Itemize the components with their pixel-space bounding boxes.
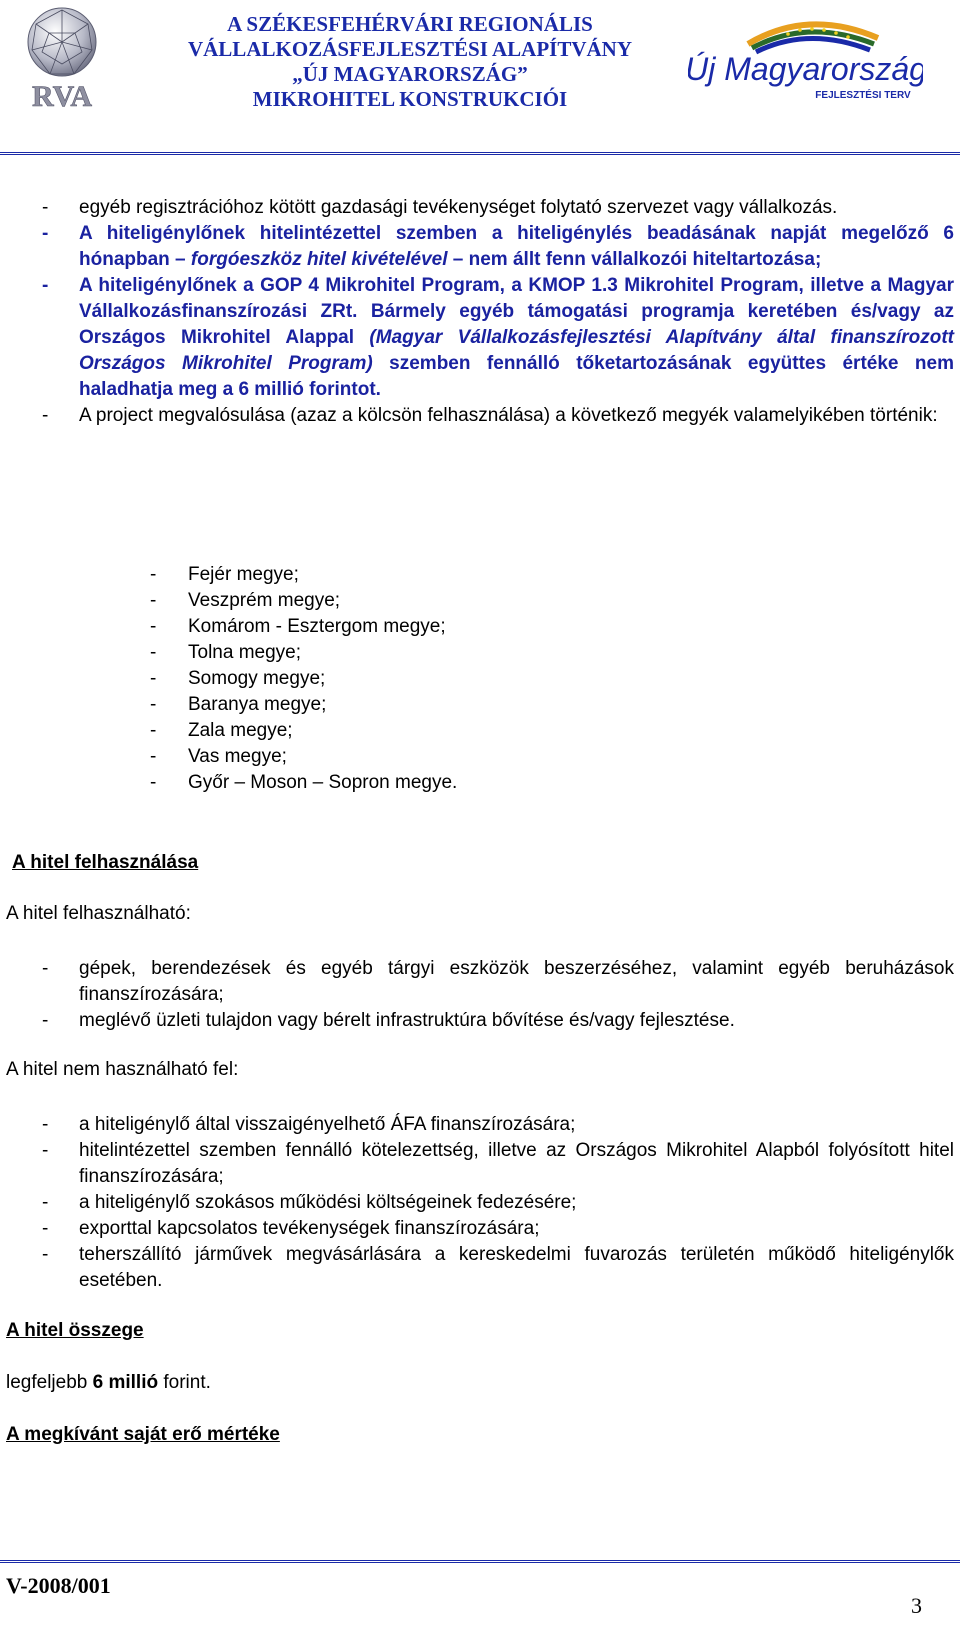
list-item-text: teherszállító járművek megvásárlására a kereskedelmi fuvarozás területén működő hiteligénylők esetében.: [79, 1244, 954, 1291]
page-number: 3: [911, 1593, 922, 1618]
county-item: - Zala megye;: [150, 720, 293, 741]
section-heading-usage: A hitel felhasználása: [12, 852, 199, 873]
rva-logo: [22, 6, 102, 111]
list-item-text: (Magyar Vállalkozásfejlesztési Alapítvány által finanszírozott Országos Mikrohitel Program): [79, 327, 955, 374]
footer-divider: [0, 1560, 960, 1563]
rva-logo-text: RVA: [31, 80, 93, 111]
list-item: - teherszállító járművek megvásárlására a kereskedelmi fuvarozás területén működő hiteligénylők esetében.: [6, 1242, 954, 1294]
county-item: - Somogy megye;: [150, 668, 326, 689]
county-item: - Győr – Moson – Sopron megye.: [150, 772, 458, 793]
header-title-line: „ÚJ MAGYARORSZÁG”: [292, 62, 528, 86]
list-item-text: a hiteligénylő által visszaigényelhető ÁFA finanszírozására;: [79, 1114, 576, 1135]
list-item-text: A hiteligénylőnek hitelintézettel szemben a hiteligénylés beadásának napját megelőző 6 hónapban –: [79, 223, 954, 270]
header-title-line: A SZÉKESFEHÉRVÁRI REGIONÁLIS: [227, 12, 593, 36]
list-item-text: meglévő üzleti tulajdon vagy bérelt infrastruktúra bővítése és/vagy fejlesztése.: [79, 1010, 735, 1031]
section-heading-own-contribution: A megkívánt saját erő mértéke: [6, 1424, 280, 1445]
list-item-text: egyéb regisztrációhoz kötött gazdasági tevékenységet folytató szervezet vagy vállalkozás.: [79, 197, 838, 218]
list-item-text: exporttal kapcsolatos tevékenységek finanszírozására;: [79, 1218, 540, 1239]
list-item-text: hitelintézettel szemben fennálló kötelezettség, illetve az Országos Mikrohitel Alapból folyósított hitel finanszírozására;: [79, 1140, 954, 1187]
list-item: - a hiteligénylő szokásos működési költségeinek fedezésére;: [6, 1190, 954, 1216]
eligibility-list: [6, 195, 954, 429]
header-title-line: VÁLLALKOZÁSFEJLESZTÉSI ALAPÍTVÁNY: [187, 37, 633, 61]
list-item: - gépek, berendezések és egyéb tárgyi eszközök beszerzéséhez, valamint egyéb beruházások finanszírozására;: [6, 956, 954, 1008]
uj-magyarorszag-logo-text: Új Magyarország: [688, 51, 923, 87]
header-title-line: MIKROHITEL KONSTRUKCIÓI: [252, 87, 568, 111]
county-item: - Veszprém megye;: [150, 590, 341, 611]
header-divider: [0, 152, 960, 155]
list-item-text: szemben fennálló tőketartozásának együttes értéke nem haladhatja meg a 6 millió forintot.: [79, 353, 955, 400]
list-item: - exporttal kapcsolatos tevékenységek finanszírozására;: [6, 1216, 954, 1242]
uj-magyarorszag-logo: [688, 14, 923, 104]
list-item-text: A hiteligénylőnek a GOP 4 Mikrohitel Program, a KMOP 1.3 Mikrohitel Program, illetve a Magyar Vállalkozásfinanszírozási ZRt. Bármely egyéb támogatási programja keretében és/vagy az Országos Mikrohitel Alappal: [79, 275, 954, 348]
list-item: - meglévő üzleti tulajdon vagy bérelt infrastruktúra bővítése és/vagy fejlesztése.: [6, 1008, 954, 1034]
list-item-text: A project megvalósulása (azaz a kölcsön felhasználása) a következő megyék valamelyikében történik:: [79, 405, 938, 426]
section-heading-amount: A hitel összege: [6, 1320, 144, 1341]
list-item-text: a hiteligénylő szokásos működési költségeinek fedezésére;: [79, 1192, 577, 1213]
usage-not-list: [6, 1112, 954, 1294]
county-item: - Fejér megye;: [150, 564, 299, 585]
document-code: V-2008/001: [6, 1573, 111, 1598]
list-item: - egyéb regisztrációhoz kötött gazdasági tevékenységet folytató szervezet vagy vállalkozás.: [6, 195, 954, 221]
fejlesztesi-terv-text: FEJLESZTÉSI TERV: [815, 90, 911, 101]
list-item-text: – nem állt fenn vállalkozói hiteltartozása;: [447, 249, 822, 270]
usage-list: [6, 956, 954, 1034]
list-item: - A project megvalósulása (azaz a kölcsön felhasználása) a következő megyék valamelyikében történik:: [6, 403, 954, 429]
list-item-text: gépek, berendezések és egyéb tárgyi eszközök beszerzéséhez, valamint egyéb beruházások finanszírozására;: [79, 958, 954, 1005]
list-item: - A hiteligénylőnek a GOP 4 Mikrohitel Program, a KMOP 1.3 Mikrohitel Program, illetve a Magyar Vállalkozásfinanszírozási ZRt. Bármely egyéb támogatási programja keretében és/vagy az Országos Mikrohitel Alappal (Magyar Vállalkozásfejlesztési Alapítvány által finanszírozott Országos Mikrohitel Program) szemben fennálló tőketartozásának együttes értéke nem haladhatja meg a 6 millió forintot.: [42, 275, 955, 400]
list-item: - a hiteligénylő által visszaigényelhető ÁFA finanszírozására;: [6, 1112, 954, 1138]
list-item: - hitelintézettel szemben fennálló kötelezettség, illetve az Országos Mikrohitel Alapból folyósított hitel finanszírozására;: [6, 1138, 954, 1190]
page-header: [0, 0, 960, 155]
header-title: [150, 12, 670, 112]
usage-intro: A hitel felhasználható:: [6, 903, 191, 924]
county-item: - Vas megye;: [150, 746, 287, 767]
list-item: - A hiteligénylőnek hitelintézettel szemben a hiteligénylés beadásának napját megelőző 6 hónapban – forgóeszköz hitel kivételével – nem állt fenn vállalkozói hiteltartozása;: [42, 223, 954, 270]
usage-not-intro: A hitel nem használható fel:: [6, 1059, 239, 1080]
list-item-text: forgóeszköz hitel kivételével: [190, 249, 448, 270]
county-item: - Baranya megye;: [150, 694, 327, 715]
county-item: - Tolna megye;: [150, 642, 302, 663]
amount-text: legfeljebb 6 millió forint.: [6, 1372, 211, 1393]
county-item: - Komárom - Esztergom megye;: [150, 616, 446, 637]
county-list: [150, 562, 457, 796]
